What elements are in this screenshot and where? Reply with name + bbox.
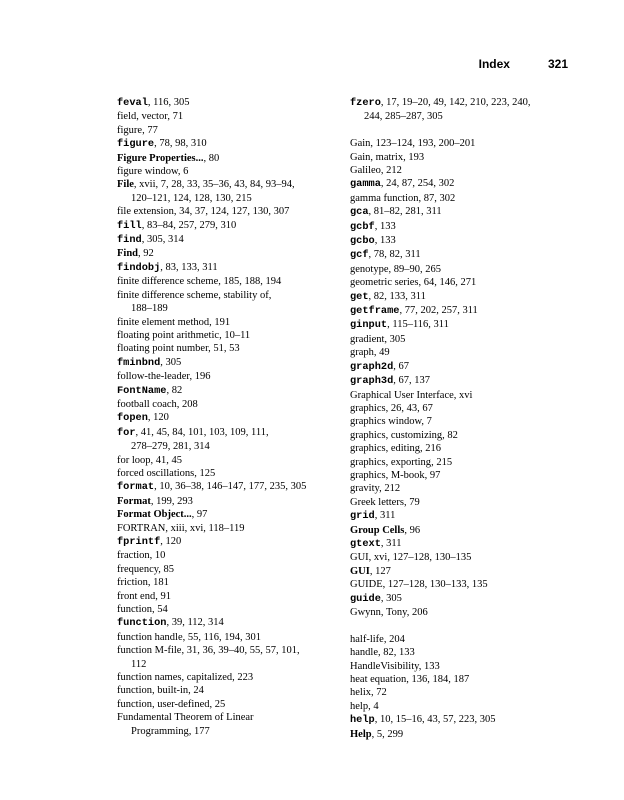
index-entry (350, 469, 580, 482)
index-refs: , 10, 36–38, 146–147, 177, 235, 305 (154, 481, 307, 493)
index-term: function, user-defined (117, 698, 210, 710)
index-term: Figure Properties... (117, 152, 204, 164)
index-term: figure (117, 124, 143, 136)
index-refs-continued: 188–189 (131, 303, 168, 315)
index-entry (117, 110, 347, 123)
index-entry (117, 522, 347, 535)
index-entry (117, 370, 347, 383)
index-term: find (117, 234, 142, 247)
index-term: follow-the-leader (117, 371, 190, 383)
index-refs: , xvi, 127–128, 130–135 (368, 552, 472, 564)
index-refs: , 204 (383, 633, 405, 645)
index-refs: , xvi (453, 389, 473, 401)
index-refs: , 305 (384, 333, 406, 345)
index-refs: , 41, 45, 84, 101, 103, 109, 111, (135, 426, 269, 438)
index-entry (350, 333, 580, 346)
index-term: Format (117, 495, 151, 507)
index-entry (117, 590, 347, 603)
index-refs: , 24, 87, 254, 302 (380, 178, 455, 190)
section-gap (350, 124, 580, 137)
index-refs: , 97 (191, 509, 208, 521)
index-term: guide (350, 592, 381, 605)
index-entry (117, 124, 347, 137)
index-term: Group Cells (350, 524, 405, 536)
index-refs: , xiii, xvi, 118–119 (165, 522, 245, 534)
index-term: figure (117, 138, 155, 151)
index-entry (350, 728, 580, 741)
index-refs: , 115–116, 311 (387, 319, 449, 331)
index-entry (350, 276, 580, 289)
index-term: Gain (350, 138, 371, 150)
index-refs: , 185, 188, 194 (218, 276, 282, 288)
index-term: Greek letters (350, 496, 404, 508)
index-term: gtext (350, 537, 381, 550)
index-refs: , 83–84, 257, 279, 310 (141, 219, 237, 231)
index-refs: , 87, 302 (418, 192, 456, 204)
index-term: function (117, 617, 167, 630)
index-refs: , 311 (374, 510, 396, 522)
index-entry (350, 713, 580, 727)
index-refs: , 79 (403, 496, 420, 508)
index-term: gca (350, 206, 369, 219)
index-refs: , 77 (142, 124, 158, 136)
index-entry (117, 631, 347, 644)
index-refs: , 25 (209, 698, 226, 710)
index-term: fill (117, 219, 142, 232)
index-entry (117, 219, 347, 233)
index-term: fopen (117, 412, 148, 425)
index-entry (117, 616, 347, 630)
index-refs: , 82, 133, 311 (368, 290, 426, 302)
index-refs: , 39, 112, 314 (166, 617, 224, 629)
index-term: get (350, 290, 369, 303)
index-term: function, built-in (117, 685, 189, 697)
index-entry (350, 263, 580, 276)
index-refs-continued: 112 (131, 658, 147, 670)
index-refs: , 31, 36, 39–40, 55, 57, 101, (181, 645, 300, 657)
index-term: friction (117, 577, 148, 589)
index-refs: , 120 (160, 536, 182, 547)
index-refs: , 223 (232, 672, 254, 684)
index-entry (117, 275, 347, 288)
index-entry (117, 205, 347, 218)
index-refs: , 311 (380, 537, 402, 549)
index-term: function (117, 604, 152, 616)
index-term: graph (350, 347, 374, 359)
index-term: half-life (350, 633, 384, 645)
index-entry (117, 356, 347, 370)
index-entry (117, 698, 347, 711)
index-refs: , 80 (203, 152, 220, 164)
index-refs: , 199, 293 (150, 495, 193, 507)
index-entry (350, 429, 580, 442)
index-entry (350, 360, 580, 374)
index-term: GUI (350, 565, 370, 577)
index-term: gcbf (350, 220, 375, 233)
index-entry (350, 177, 580, 191)
index-entry (117, 398, 347, 411)
index-entry (350, 290, 580, 304)
index-entry (350, 565, 580, 578)
index-refs: , 305 (380, 592, 402, 604)
index-refs-continued: Programming, 177 (131, 725, 210, 737)
index-entry (350, 524, 580, 537)
section-title: Index (478, 57, 510, 71)
index-entry (117, 384, 347, 398)
index-term: file extension (117, 206, 174, 218)
index-entry (117, 671, 347, 684)
index-refs: , xvii, 7, 28, 33, 35–36, 43, 84, 93–94, (133, 179, 295, 191)
index-term: graphics, customizing (350, 429, 443, 441)
index-refs: , 208 (176, 398, 198, 410)
index-entry (350, 205, 580, 219)
index-refs: , 82 (166, 384, 183, 396)
index-refs: , 51, 53 (208, 343, 240, 355)
index-refs-continued: 278–279, 281, 314 (131, 441, 210, 453)
index-refs: , 81–82, 281, 311 (368, 206, 442, 218)
index-entry (350, 346, 580, 359)
index-refs: , 216 (419, 443, 441, 455)
index-refs: , 83, 133, 311 (160, 261, 218, 273)
page-number: 321 (547, 57, 568, 71)
index-entry (117, 289, 347, 316)
index-refs: , 78, 98, 310 (154, 138, 207, 150)
index-term: findobj (117, 261, 161, 274)
index-term: football coach (117, 398, 177, 410)
index-term: GUIDE (350, 579, 383, 591)
index-refs: , 305, 314 (141, 234, 184, 246)
index-entry (117, 576, 347, 589)
index-term: Find (117, 248, 139, 260)
index-term: fprintf (117, 536, 161, 548)
index-term: function M-file (117, 645, 182, 657)
index-term: HandleVisibility (350, 660, 419, 672)
index-entry (350, 646, 580, 659)
index-term: finite element method (117, 316, 210, 328)
index-refs: , 89–90, 265 (388, 263, 441, 275)
index-refs: , 5, 299 (371, 728, 404, 740)
index-refs: , 92 (138, 248, 154, 260)
index-term: Fundamental Theorem of Linear (117, 712, 254, 724)
index-entry (350, 660, 580, 673)
index-term: helix (350, 687, 371, 699)
index-refs: , 41, 45 (150, 454, 183, 466)
index-refs: , 116, 305 (147, 97, 190, 108)
index-entry (350, 137, 580, 150)
index-refs-continued: 244, 285–287, 305 (364, 111, 443, 123)
index-term: graphics (350, 402, 386, 414)
index-entry (350, 509, 580, 523)
index-term: frequency (117, 563, 159, 575)
index-entry (350, 304, 580, 318)
index-refs: , 127–128, 130–133, 135 (382, 579, 488, 591)
index-entry (350, 456, 580, 469)
section-gap (350, 619, 580, 632)
index-term: Gwynn, Tony (350, 607, 407, 619)
index-term: feval (117, 97, 148, 109)
index-entry (350, 496, 580, 509)
index-term: gradient (350, 333, 385, 345)
index-refs: , 78, 82, 311 (368, 249, 421, 261)
index-entry (350, 234, 580, 248)
index-term: Gain, matrix (350, 151, 404, 163)
index-entry (117, 329, 347, 342)
index-refs: , 17, 19–20, 49, 142, 210, 223, 240, (380, 97, 531, 108)
index-refs: , 123–124, 193, 200–201 (370, 138, 476, 150)
index-term: floating point arithmetic (117, 329, 220, 341)
index-term: format (117, 481, 155, 494)
index-term: finite difference scheme (117, 276, 219, 288)
index-term: geometric series (350, 277, 419, 289)
index-entry (117, 165, 347, 178)
index-refs: , 67 (393, 360, 410, 372)
index-entry (350, 686, 580, 699)
index-refs: , 305 (160, 356, 182, 368)
index-refs: , 120 (147, 412, 169, 424)
index-term: getframe (350, 305, 400, 318)
index-entry (117, 411, 347, 425)
index-entry (117, 342, 347, 355)
index-entry (117, 495, 347, 508)
index-entry (117, 137, 347, 151)
index-entry (117, 454, 347, 467)
index-entry (350, 700, 580, 713)
index-entry (117, 508, 347, 521)
index-refs: , 49 (373, 347, 390, 359)
index-refs: , 4 (368, 700, 379, 712)
index-term: function handle (117, 631, 183, 643)
index-term: Graphical User Interface (350, 389, 454, 401)
index-refs: , 125 (194, 467, 216, 479)
index-term: field, vector (117, 111, 168, 123)
index-term: front end (117, 590, 156, 602)
index-term: fzero (350, 97, 381, 109)
index-term: gravity (350, 483, 380, 495)
index-term: gamma (350, 178, 381, 191)
index-entry (350, 415, 580, 428)
index-entry (350, 606, 580, 619)
index-term: for loop (117, 454, 151, 466)
index-entry (350, 482, 580, 495)
index-term: graph3d (350, 375, 394, 388)
index-refs: , 26, 43, 67 (385, 402, 433, 414)
index-refs: , 212 (379, 483, 401, 495)
index-term: fminbnd (117, 356, 161, 369)
index-entry (350, 442, 580, 455)
index-refs: , 24 (188, 685, 204, 697)
index-refs: , 72 (371, 687, 387, 699)
index-entry (350, 592, 580, 606)
index-refs: , 64, 146, 271 (418, 277, 477, 289)
index-entry (350, 551, 580, 564)
index-refs: , 96 (404, 524, 421, 536)
index-entry (350, 389, 580, 402)
index-refs: , 10–11 (219, 329, 251, 341)
index-refs: , 133 (418, 660, 440, 672)
index-term: Galileo (350, 165, 381, 177)
index-refs: , 67, 137 (393, 375, 431, 387)
index-column-right (350, 96, 580, 741)
index-term: help (350, 700, 369, 712)
index-entry (117, 563, 347, 576)
index-entry (117, 426, 347, 454)
index-refs: , 10 (149, 550, 166, 562)
index-term: forced oscillations (117, 467, 195, 479)
index-entry (350, 248, 580, 262)
index-entry (350, 220, 580, 234)
index-entry (350, 578, 580, 591)
index-entry (350, 402, 580, 415)
index-term: FORTRAN (117, 522, 166, 534)
index-term: File (117, 179, 134, 191)
index-term: graphics, exporting (350, 456, 432, 468)
index-term: ginput (350, 319, 388, 332)
index-term: for (117, 426, 136, 439)
index-entry (117, 247, 347, 260)
index-refs: , 55, 116, 194, 301 (182, 631, 261, 643)
index-refs: , (268, 289, 272, 301)
index-term: help (350, 714, 375, 727)
index-entry (350, 673, 580, 686)
index-refs: , 10, 15–16, 43, 57, 223, 305 (374, 714, 496, 726)
index-refs: , 71 (167, 111, 184, 123)
index-entry (117, 152, 347, 165)
index-entry (117, 261, 347, 275)
index-refs: , 127 (369, 565, 391, 577)
index-entry (350, 318, 580, 332)
index-entry (117, 711, 347, 738)
index-refs: , 133 (374, 220, 396, 232)
index-refs: , 212 (380, 165, 402, 177)
index-term: floating point number (117, 343, 209, 355)
index-refs: , 77, 202, 257, 311 (399, 305, 478, 317)
index-refs: , 206 (406, 607, 428, 619)
index-entry (350, 96, 580, 124)
index-term: gcbo (350, 235, 375, 248)
running-head (479, 57, 568, 73)
index-entry (117, 480, 347, 494)
index-refs: , 97 (424, 469, 441, 481)
index-entry (350, 192, 580, 205)
index-refs: , 82 (442, 429, 458, 441)
index-entry (117, 603, 347, 616)
index-term: graph2d (350, 360, 394, 373)
index-refs: , 215 (431, 456, 453, 468)
index-refs: , 133 (374, 235, 396, 247)
index-entry (117, 233, 347, 247)
index-term: grid (350, 510, 375, 523)
index-term: function names, capitalized (117, 672, 233, 684)
index-entry (117, 96, 347, 110)
index-entry (117, 178, 347, 205)
index-entry (350, 164, 580, 177)
index-entry (117, 549, 347, 562)
index-entry (117, 684, 347, 697)
index-refs: , 191 (209, 316, 231, 328)
index-term: gcf (350, 249, 369, 262)
index-refs-continued: 120–121, 124, 128, 130, 215 (131, 192, 252, 204)
index-term: GUI (350, 552, 369, 564)
index-entry (117, 467, 347, 480)
index-entry (350, 374, 580, 388)
index-refs: , 82, 133 (378, 647, 415, 659)
index-term: Format Object... (117, 509, 192, 521)
index-refs: , 136, 184, 187 (406, 674, 470, 686)
index-term: figure window (117, 166, 178, 178)
index-refs: , 196 (189, 371, 211, 383)
index-term: graphics, M-book (350, 469, 425, 481)
index-term: gamma function (350, 192, 419, 204)
index-entry (117, 644, 347, 671)
index-refs: , 34, 37, 124, 127, 130, 307 (173, 206, 290, 218)
index-refs: , 6 (177, 166, 189, 178)
index-term: heat equation (350, 674, 407, 686)
index-refs: , 7 (421, 416, 432, 428)
index-entry (350, 537, 580, 551)
index-refs: , 91 (155, 590, 171, 602)
index-refs: , 193 (403, 151, 425, 163)
index-entry (117, 316, 347, 329)
index-term: Help (350, 728, 372, 740)
index-column-left (117, 96, 347, 738)
index-term: graphics window (350, 416, 422, 428)
index-entry (117, 535, 347, 549)
index-term: genotype (350, 263, 389, 275)
index-term: FontName (117, 384, 167, 397)
index-term: graphics, editing (350, 443, 420, 455)
index-refs: , 54 (152, 604, 168, 616)
index-term: fraction (117, 550, 150, 562)
index-refs: , 85 (158, 563, 175, 575)
index-entry (350, 633, 580, 646)
index-term: handle (350, 647, 378, 659)
index-term: finite difference scheme, stability of (117, 289, 269, 301)
index-refs: , 181 (147, 577, 169, 589)
index-entry (350, 151, 580, 164)
